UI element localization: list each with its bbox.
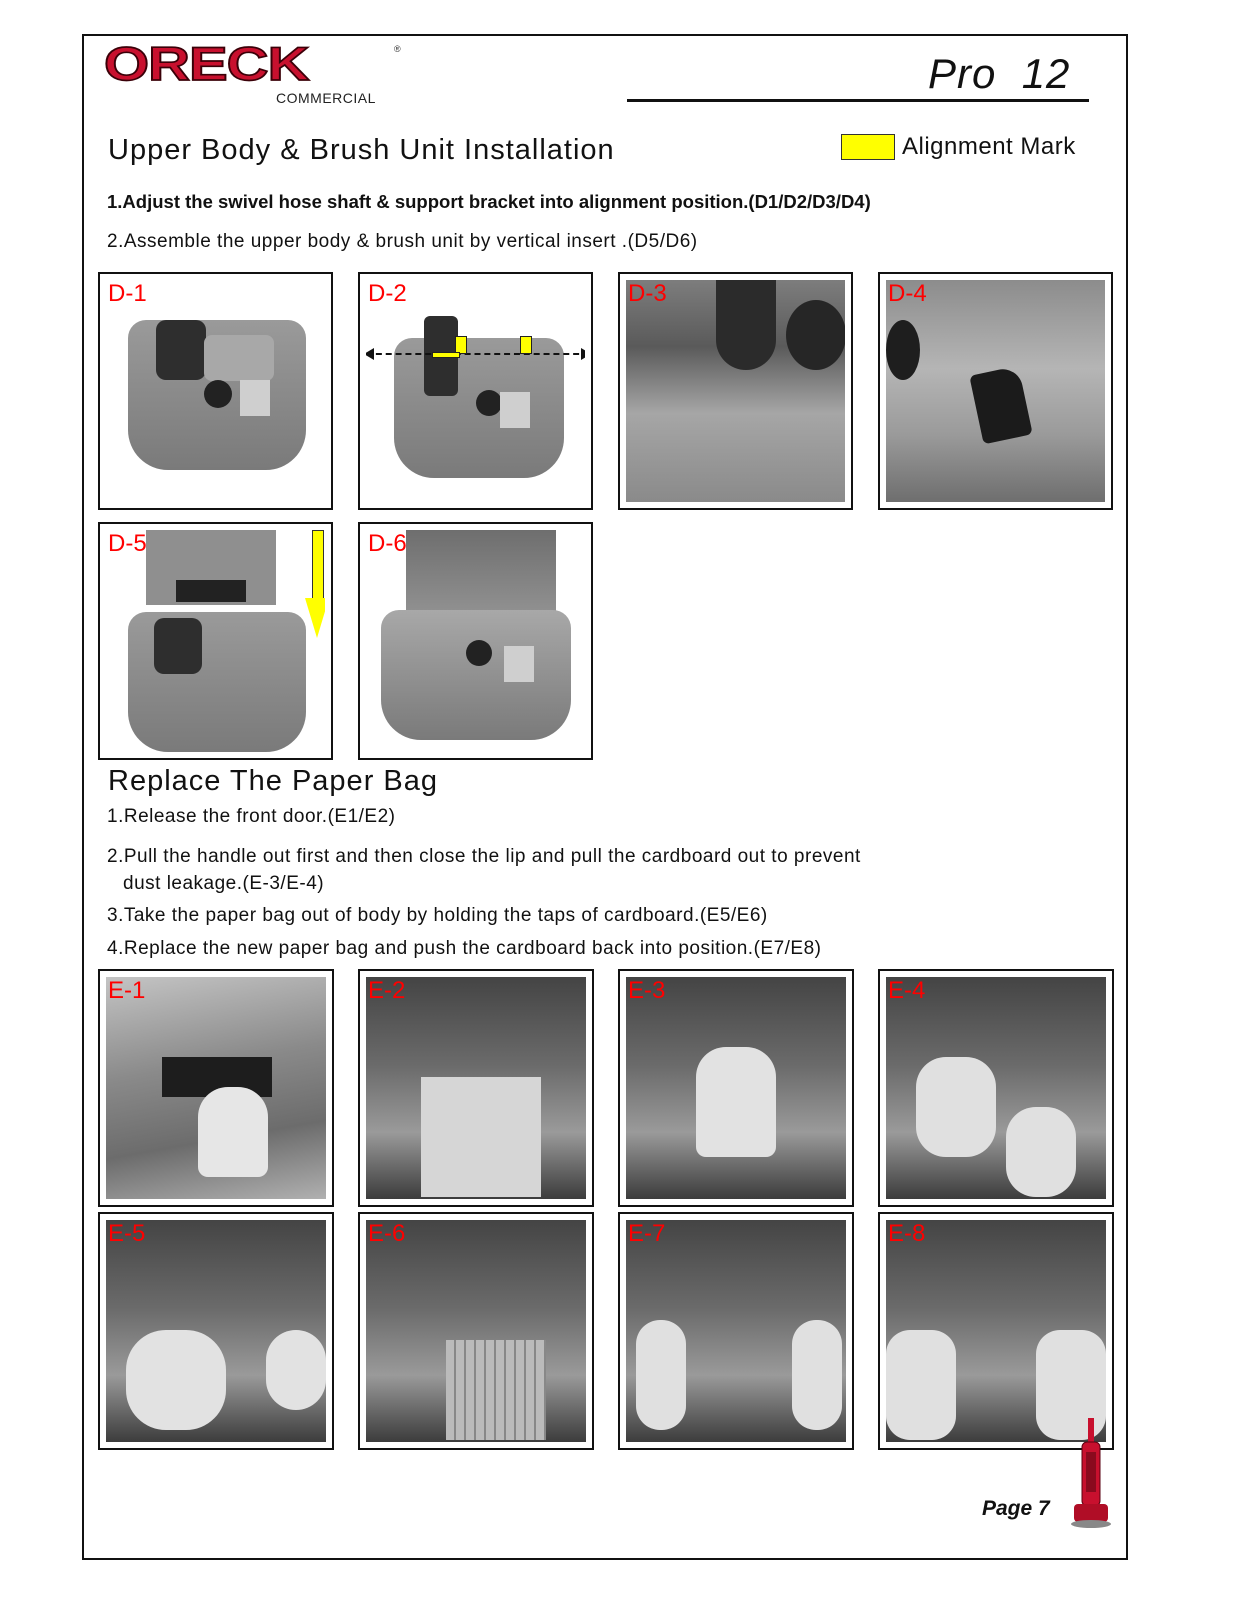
logo-wordmark: ORECK (104, 37, 309, 91)
figure-d3-photo (626, 280, 845, 502)
figure-label: E-6 (368, 1220, 406, 1247)
instruction-step-2: 2.Assemble the upper body & brush unit by vertical insert .(D5/D6) (107, 231, 698, 252)
figure-e4-photo (886, 977, 1106, 1199)
figure-d5-photo (106, 530, 325, 752)
figure-label: E-7 (628, 1220, 666, 1247)
figure-e6 (358, 1212, 594, 1450)
figure-d1-photo (106, 280, 325, 502)
figure-label: D-5 (108, 530, 147, 557)
page-number: Page 7 (982, 1497, 1050, 1520)
figure-d2 (358, 272, 593, 510)
figure-e6-photo (366, 1220, 586, 1442)
figure-e3 (618, 969, 854, 1207)
figure-label: D-1 (108, 280, 147, 307)
logo-subtitle: COMMERCIAL (276, 90, 376, 106)
figure-e3-photo (626, 977, 846, 1199)
figure-label: E-8 (888, 1220, 926, 1247)
figure-e7 (618, 1212, 854, 1450)
alignment-mark-label: Alignment Mark (902, 133, 1076, 160)
figure-label: D-3 (628, 280, 667, 307)
figure-e2 (358, 969, 594, 1207)
figure-e2-photo (366, 977, 586, 1199)
figure-label: E-3 (628, 977, 666, 1004)
figure-label: D-2 (368, 280, 407, 307)
figure-label: E-1 (108, 977, 146, 1004)
figure-d4 (878, 272, 1113, 510)
instruction-step-1: 1.Adjust the swivel hose shaft & support bracket into alignment position.(D1/D2/D3/D4) (107, 191, 871, 212)
vacuum-cleaner-icon (1068, 1418, 1114, 1530)
section-title-paper-bag: Replace The Paper Bag (108, 765, 439, 797)
bag-step-1: 1.Release the front door.(E1/E2) (107, 806, 396, 827)
figure-e4 (878, 969, 1114, 1207)
figure-d1 (98, 272, 333, 510)
figure-label: E-2 (368, 977, 406, 1004)
model-underline (627, 99, 1089, 102)
figure-e5 (98, 1212, 334, 1450)
section-title-upper-body: Upper Body & Brush Unit Installation (108, 134, 615, 166)
figure-d5 (98, 522, 333, 760)
figure-label: D-6 (368, 530, 407, 557)
alignment-mark (520, 336, 532, 354)
figure-d6 (358, 522, 593, 760)
figure-d2-photo (366, 280, 585, 502)
alignment-mark-swatch (841, 134, 895, 160)
figure-e5-photo (106, 1220, 326, 1442)
figure-d6-photo (366, 530, 585, 752)
figure-d3 (618, 272, 853, 510)
figure-e8 (878, 1212, 1114, 1450)
logo-registered-mark: ® (394, 44, 401, 54)
bag-step-2: 2.Pull the handle out first and then close the lip and pull the cardboard out to prevent dust leakage.(E-3/E-4) (107, 846, 861, 894)
bag-step-3: 3.Take the paper bag out of body by holding the taps of cardboard.(E5/E6) (107, 905, 768, 926)
bag-step-4: 4.Replace the new paper bag and push the cardboard back into position.(E7/E8) (107, 938, 822, 959)
alignment-mark (432, 352, 460, 358)
figure-e7-photo (626, 1220, 846, 1442)
figure-e8-photo (886, 1220, 1106, 1442)
figure-label: E-4 (888, 977, 926, 1004)
figure-d4-photo (886, 280, 1105, 502)
figure-label: D-4 (888, 280, 927, 307)
figure-e1-photo (106, 977, 326, 1199)
figure-label: E-5 (108, 1220, 146, 1247)
oreck-commercial-logo (104, 37, 404, 108)
figure-e1 (98, 969, 334, 1207)
model-title: Pro 12 (928, 50, 1071, 97)
